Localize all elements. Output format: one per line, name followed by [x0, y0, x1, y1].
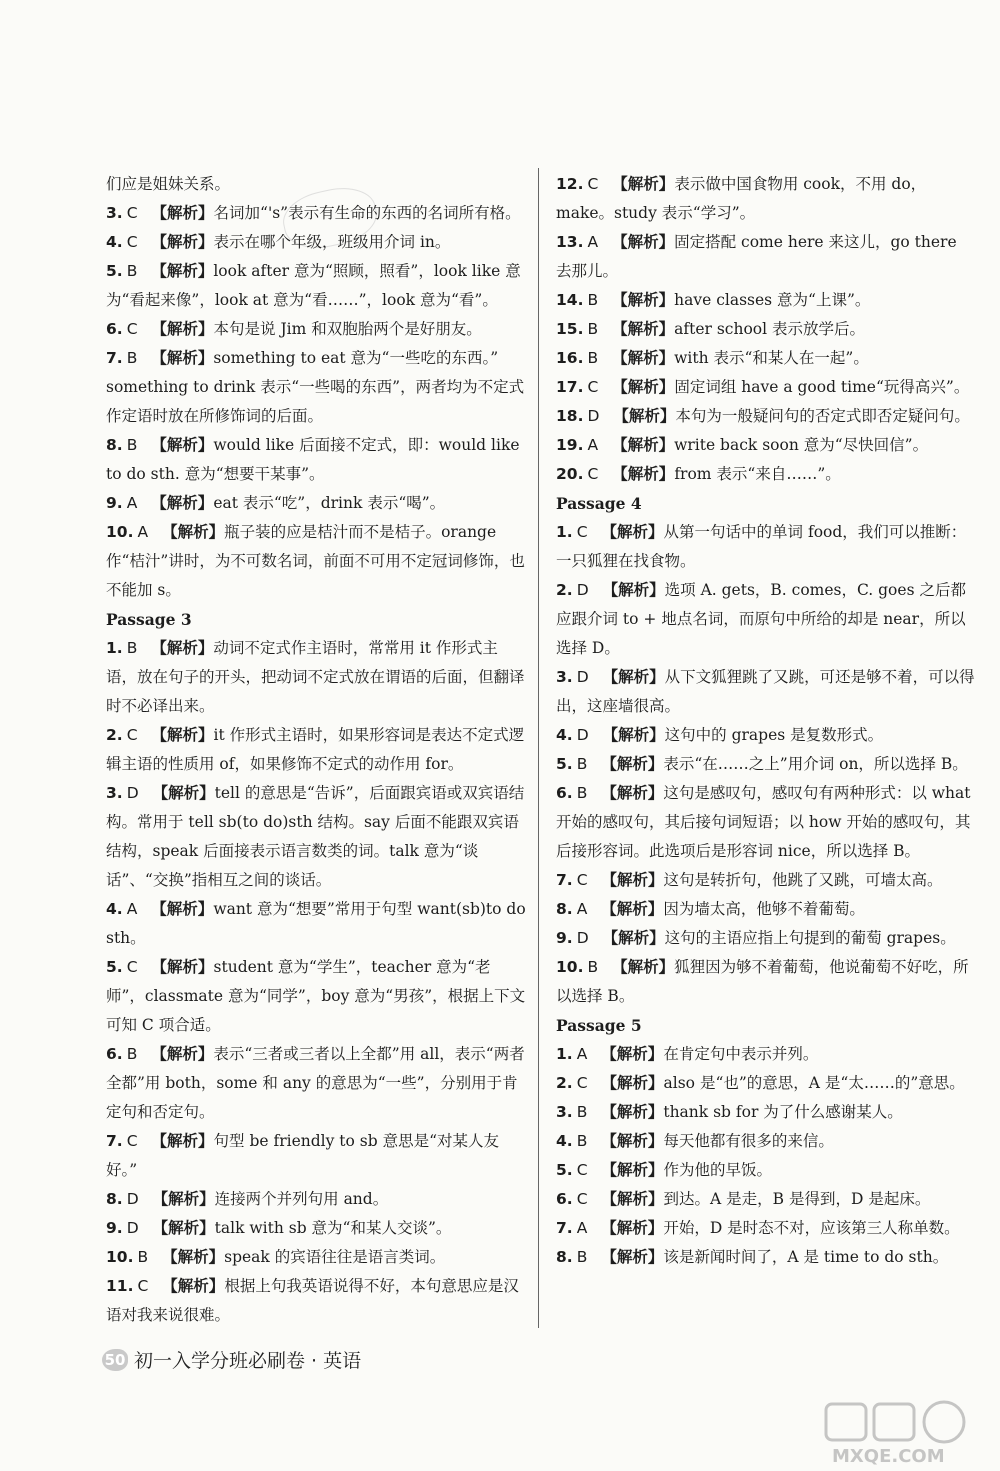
answer-letter: B: [126, 639, 138, 657]
answer-letter: B: [126, 436, 138, 454]
analysis-text: eat 表示“吃”，drink 表示“喝”。: [213, 494, 446, 512]
analysis-tag: 【解析】: [601, 900, 664, 918]
question-number: 1.: [106, 639, 123, 657]
answer-item: [106, 634, 526, 721]
question-number: 7.: [106, 1132, 123, 1150]
analysis-text: 根据上句我英语说得不好，本句意思应是汉语对我来说很难。: [106, 1277, 519, 1324]
answer-item: [556, 518, 976, 576]
answer-item: [106, 1214, 526, 1243]
answer-item: [556, 750, 976, 779]
question-number: 6.: [556, 784, 573, 802]
analysis-tag: 【解析】: [601, 1248, 664, 1266]
answer-letter: C: [576, 871, 588, 889]
analysis-tag: 【解析】: [151, 262, 214, 280]
analysis-text: 从下文狐狸跳了又跳，可还是够不着，可以得出，这座墙很高。: [556, 668, 975, 715]
answer-item: [106, 779, 526, 895]
question-number: 3.: [556, 1103, 573, 1121]
answer-letter: B: [587, 958, 599, 976]
answer-letter: C: [576, 1161, 588, 1179]
answer-item: [556, 1069, 976, 1098]
analysis-text: 表示“在……之上”用介词 on，所以选择 B。: [663, 755, 968, 773]
answer-item: [556, 866, 976, 895]
analysis-tag: 【解析】: [162, 523, 225, 541]
analysis-tag: 【解析】: [601, 784, 664, 802]
question-number: 5.: [106, 262, 123, 280]
question-number: 4.: [106, 233, 123, 251]
analysis-text: would like 后面接不定式，即：would like to do sth. 意为“想要干某事”。: [106, 436, 520, 483]
analysis-text: 狐狸因为够不着葡萄，他说葡萄不好吃，所以选择 B。: [556, 958, 969, 1005]
answer-item: [556, 1127, 976, 1156]
analysis-text: 到达。A 是走，B 是得到，D 是起床。: [663, 1190, 931, 1208]
analysis-text: 表示做中国食物用 cook，不用 do，make。study 表示“学习”。: [556, 175, 927, 222]
analysis-tag: 【解析】: [613, 407, 676, 425]
question-number: 13.: [556, 233, 584, 251]
answer-letter: B: [576, 1103, 588, 1121]
answer-letter: A: [576, 1045, 588, 1063]
analysis-text: 该是新闻时间了，A 是 time to do sth。: [663, 1248, 949, 1266]
question-number: 2.: [556, 581, 573, 599]
answer-item: [556, 1098, 976, 1127]
answer-letter: A: [587, 233, 599, 251]
answer-letter: B: [576, 784, 588, 802]
answer-letter: C: [576, 1190, 588, 1208]
answer-letter: A: [576, 900, 588, 918]
analysis-text: 这句是感叹句，感叹句有两种形式：以 what 开始的感叹句，其后接句词短语；以 how 开始的感叹句，其后接形容词。此选项后是形容词 nice，所以选择 B。: [556, 784, 971, 860]
analysis-text: 固定词组 have a good time“玩得高兴”。: [674, 378, 970, 396]
analysis-text: 瓶子装的应是桔汁而不是桔子。orange 作“桔汁”讲时，为不可数名词，前面不可用不定冠词修饰，也不能加 s。: [106, 523, 525, 599]
question-number: 9.: [106, 1219, 123, 1237]
answer-letter: A: [126, 494, 138, 512]
analysis-text: 本句是说 Jim 和双胞胎两个是好朋友。: [213, 320, 482, 338]
answer-letter: C: [576, 523, 588, 541]
answer-letter: A: [126, 900, 138, 918]
question-number: 7.: [106, 349, 123, 367]
analysis-text: 表示“三者或三者以上全都”用 all，表示“两者全都”用 both，some 和 any 的意思为“一些”，分别用于肯定句和否定句。: [106, 1045, 525, 1121]
answer-item: [556, 170, 976, 228]
answer-letter: D: [587, 407, 600, 425]
answer-item: [106, 315, 526, 344]
book-title: 初一入学分班必刷卷 · 英语: [134, 1350, 362, 1372]
answer-item: [106, 1185, 526, 1214]
passage-heading: Passage 5: [556, 1016, 642, 1035]
answer-item: [106, 344, 526, 431]
answer-letter: B: [576, 755, 588, 773]
passage-heading: Passage 4: [556, 494, 642, 513]
analysis-text: 在肯定句中表示并列。: [663, 1045, 819, 1063]
answer-letter: B: [576, 1248, 588, 1266]
passage-heading: Passage 3: [106, 610, 192, 629]
analysis-tag: 【解析】: [601, 1219, 664, 1237]
question-number: 4.: [556, 726, 573, 744]
analysis-tag: 【解析】: [151, 320, 214, 338]
answer-letter: B: [587, 349, 599, 367]
answer-item: [556, 576, 976, 663]
question-number: 16.: [556, 349, 584, 367]
question-number: 6.: [106, 320, 123, 338]
analysis-text: 从第一句话中的单词 food，我们可以推断：一只狐狸在找食物。: [556, 523, 967, 570]
question-number: 19.: [556, 436, 584, 454]
answer-item: [106, 518, 526, 605]
answer-letter: C: [137, 1277, 149, 1295]
answer-item: [106, 895, 526, 953]
question-number: 8.: [556, 900, 573, 918]
analysis-tag: 【解析】: [601, 1103, 664, 1121]
analysis-tag: 【解析】: [151, 1132, 214, 1150]
answer-item: [106, 431, 526, 489]
analysis-tag: 【解析】: [162, 1248, 225, 1266]
analysis-text: want 意为“想要”常用于句型 want(sb)to do sth。: [106, 900, 526, 947]
answer-letter: C: [126, 204, 138, 222]
answer-letter: C: [576, 1074, 588, 1092]
answer-item: [556, 1243, 976, 1272]
answer-item: [106, 1243, 526, 1272]
answer-letter: B: [576, 1132, 588, 1150]
question-number: 7.: [556, 871, 573, 889]
answer-item: [556, 779, 976, 866]
answer-item: [556, 373, 976, 402]
answer-item: [106, 721, 526, 779]
answer-letter: B: [137, 1248, 149, 1266]
question-number: 4.: [106, 900, 123, 918]
question-number: 15.: [556, 320, 584, 338]
analysis-tag: 【解析】: [612, 958, 675, 976]
question-number: 8.: [556, 1248, 573, 1266]
analysis-tag: 【解析】: [612, 175, 675, 193]
answer-continuation: 们应是姐妹关系。: [106, 175, 231, 193]
analysis-text: student 意为“学生”，teacher 意为“老师”，classmate 意为“同学”，boy 意为“男孩”，根据上下文可知 C 项合适。: [106, 958, 526, 1034]
analysis-tag: 【解析】: [612, 465, 675, 483]
question-number: 1.: [556, 523, 573, 541]
analysis-tag: 【解析】: [151, 204, 214, 222]
answer-letter: D: [576, 726, 589, 744]
analysis-text: have classes 意为“上课”。: [674, 291, 871, 309]
analysis-tag: 【解析】: [151, 233, 214, 251]
analysis-text: 名词加“'s”表示有生命的东西的名词所有格。: [213, 204, 521, 222]
analysis-text: write back soon 意为“尽快回信”。: [674, 436, 929, 454]
analysis-tag: 【解析】: [602, 668, 665, 686]
analysis-tag: 【解析】: [151, 900, 214, 918]
analysis-text: look after 意为“照顾，照看”，look like 意为“看起来像”，look at 意为“看……”，look 意为“看”。: [106, 262, 521, 309]
analysis-text: 固定搭配 come here 来这儿，go there 去那儿。: [556, 233, 957, 280]
answer-item: [106, 1272, 526, 1330]
analysis-tag: 【解析】: [601, 755, 664, 773]
answer-item: [106, 228, 526, 257]
watermark-logo: [822, 1398, 982, 1468]
analysis-text: 因为墙太高，他够不着葡萄。: [663, 900, 865, 918]
analysis-text: also 是“也”的意思，A 是“太……的”意思。: [663, 1074, 965, 1092]
answer-letter: D: [576, 929, 589, 947]
answer-letter: C: [587, 378, 599, 396]
page-footer: [102, 1346, 361, 1373]
answer-letter: C: [126, 1132, 138, 1150]
analysis-text: after school 表示放学后。: [674, 320, 866, 338]
answer-item: [556, 895, 976, 924]
question-number: 4.: [556, 1132, 573, 1150]
analysis-tag: 【解析】: [601, 1045, 664, 1063]
analysis-text: thank sb for 为了什么感谢某人。: [663, 1103, 903, 1121]
analysis-text: speak 的宾语往往是语言类词。: [224, 1248, 446, 1266]
analysis-tag: 【解析】: [151, 639, 214, 657]
answer-letter: B: [587, 291, 599, 309]
question-number: 12.: [556, 175, 584, 193]
answer-letter: D: [126, 1219, 139, 1237]
question-number: 3.: [556, 668, 573, 686]
analysis-tag: 【解析】: [612, 436, 675, 454]
answer-letter: A: [137, 523, 149, 541]
analysis-tag: 【解析】: [152, 784, 215, 802]
question-number: 6.: [106, 1045, 123, 1063]
answer-item: [556, 1040, 976, 1069]
question-number: 8.: [106, 436, 123, 454]
answer-letter: C: [126, 320, 138, 338]
answer-letter: B: [126, 1045, 138, 1063]
answer-letter: D: [126, 784, 139, 802]
analysis-tag: 【解析】: [152, 1190, 215, 1208]
analysis-tag: 【解析】: [151, 958, 214, 976]
answer-letter: D: [576, 668, 589, 686]
analysis-text: 这句的主语应指上句提到的葡萄 grapes。: [664, 929, 956, 947]
question-number: 8.: [106, 1190, 123, 1208]
analysis-tag: 【解析】: [601, 523, 664, 541]
answer-item: [106, 489, 526, 518]
answer-item: [556, 460, 976, 489]
analysis-tag: 【解析】: [151, 726, 214, 744]
answer-item: [556, 1156, 976, 1185]
analysis-text: 本句为一般疑问句的否定式即否定疑问句。: [675, 407, 970, 425]
answer-item: [556, 663, 976, 721]
question-number: 2.: [556, 1074, 573, 1092]
answer-item: [556, 402, 976, 431]
answer-letter: D: [576, 581, 589, 599]
answer-letter: A: [587, 436, 599, 454]
analysis-tag: 【解析】: [601, 1074, 664, 1092]
answer-letter: C: [126, 233, 138, 251]
analysis-text: 每天他都有很多的来信。: [663, 1132, 834, 1150]
column-divider: [538, 168, 539, 1328]
analysis-text: 表示在哪个年级，班级用介词 in。: [213, 233, 451, 251]
answer-letter: A: [576, 1219, 588, 1237]
answer-item: [556, 315, 976, 344]
question-number: 6.: [556, 1190, 573, 1208]
answer-letter: B: [126, 262, 138, 280]
analysis-text: 选项 A. gets，B. comes，C. goes 之后都应跟介词 to + 地点名词，而原句中所给的却是 near，所以选择 D。: [556, 581, 966, 657]
answer-item: [106, 1127, 526, 1185]
analysis-tag: 【解析】: [601, 1161, 664, 1179]
analysis-tag: 【解析】: [612, 378, 675, 396]
analysis-tag: 【解析】: [612, 349, 675, 367]
analysis-tag: 【解析】: [612, 233, 675, 251]
answer-item: [556, 721, 976, 750]
question-number: 10.: [106, 1248, 134, 1266]
question-number: 7.: [556, 1219, 573, 1237]
answer-item: [556, 286, 976, 315]
analysis-text: 这句是转折句，他跳了又跳，可墙太高。: [663, 871, 943, 889]
answer-letter: C: [126, 958, 138, 976]
answer-letter: B: [587, 320, 599, 338]
analysis-text: 动词不定式作主语时，常常用 it 作形式主语，放在句子的开头，把动词不定式放在谓语的后面，但翻译时不必译出来。: [106, 639, 525, 715]
analysis-tag: 【解析】: [152, 1219, 215, 1237]
analysis-tag: 【解析】: [601, 1132, 664, 1150]
analysis-tag: 【解析】: [151, 436, 214, 454]
question-number: 3.: [106, 784, 123, 802]
analysis-text: 这句中的 grapes 是复数形式。: [664, 726, 884, 744]
answer-item: [556, 953, 976, 1011]
answer-item: [556, 1185, 976, 1214]
analysis-tag: 【解析】: [602, 726, 665, 744]
analysis-tag: 【解析】: [151, 494, 214, 512]
question-number: 9.: [106, 494, 123, 512]
question-number: 5.: [556, 755, 573, 773]
answer-letter: D: [126, 1190, 139, 1208]
analysis-tag: 【解析】: [612, 320, 675, 338]
analysis-tag: 【解析】: [601, 1190, 664, 1208]
answer-letter: C: [126, 726, 138, 744]
analysis-text: 连接两个并列句用 and。: [214, 1190, 389, 1208]
analysis-tag: 【解析】: [151, 349, 214, 367]
analysis-text: 句型 be friendly to sb 意思是“对某人友好。”: [106, 1132, 500, 1179]
right-column: [556, 170, 976, 1272]
analysis-text: something to eat 意为“一些吃的东西。” something to drink 表示“一些喝的东西”，两者均为不定式作定语时放在所修饰词的后面。: [106, 349, 525, 425]
page-number: 50: [102, 1349, 128, 1371]
question-number: 18.: [556, 407, 584, 425]
question-number: 10.: [556, 958, 584, 976]
analysis-text: 开始，D 是时态不对，应该第三人称单数。: [663, 1219, 960, 1237]
question-number: 5.: [106, 958, 123, 976]
question-number: 9.: [556, 929, 573, 947]
question-number: 10.: [106, 523, 134, 541]
left-column: [106, 170, 526, 1330]
analysis-text: with 表示“和某人在一起”。: [674, 349, 869, 367]
question-number: 11.: [106, 1277, 134, 1295]
answer-item: [556, 431, 976, 460]
question-number: 14.: [556, 291, 584, 309]
answer-letter: C: [587, 175, 599, 193]
answer-item: [556, 228, 976, 286]
analysis-text: 作为他的早饭。: [663, 1161, 773, 1179]
analysis-tag: 【解析】: [602, 929, 665, 947]
question-number: 20.: [556, 465, 584, 483]
analysis-tag: 【解析】: [601, 871, 664, 889]
answer-letter: C: [587, 465, 599, 483]
analysis-tag: 【解析】: [162, 1277, 225, 1295]
analysis-text: tell 的意思是“告诉”，后面跟宾语或双宾语结构。常用于 tell sb(to do)sth 结构。say 后面不能跟双宾语结构，speak 后面接表示语言数类的词。talk 意为“谈话”、“交换”指相互之间的谈话。: [106, 784, 525, 889]
answer-item: [106, 1040, 526, 1127]
analysis-text: from 表示“来自……”。: [674, 465, 841, 483]
analysis-text: it 作形式主语时，如果形容词是表达不定式逻辑主语的性质用 of，如果修饰不定式的动作用 for。: [106, 726, 525, 773]
answer-item: [106, 953, 526, 1040]
analysis-tag: 【解析】: [612, 291, 675, 309]
question-number: 17.: [556, 378, 584, 396]
answer-item: [106, 199, 526, 228]
analysis-text: talk with sb 意为“和某人交谈”。: [214, 1219, 452, 1237]
answer-item: [556, 1214, 976, 1243]
question-number: 3.: [106, 204, 123, 222]
answer-letter: B: [126, 349, 138, 367]
question-number: 5.: [556, 1161, 573, 1179]
analysis-tag: 【解析】: [151, 1045, 214, 1063]
analysis-tag: 【解析】: [602, 581, 665, 599]
svg-text:MXQE.COM: MXQE.COM: [832, 1446, 945, 1467]
question-number: 1.: [556, 1045, 573, 1063]
answer-item: [556, 344, 976, 373]
question-number: 2.: [106, 726, 123, 744]
answer-item: [106, 257, 526, 315]
answer-item: [556, 924, 976, 953]
